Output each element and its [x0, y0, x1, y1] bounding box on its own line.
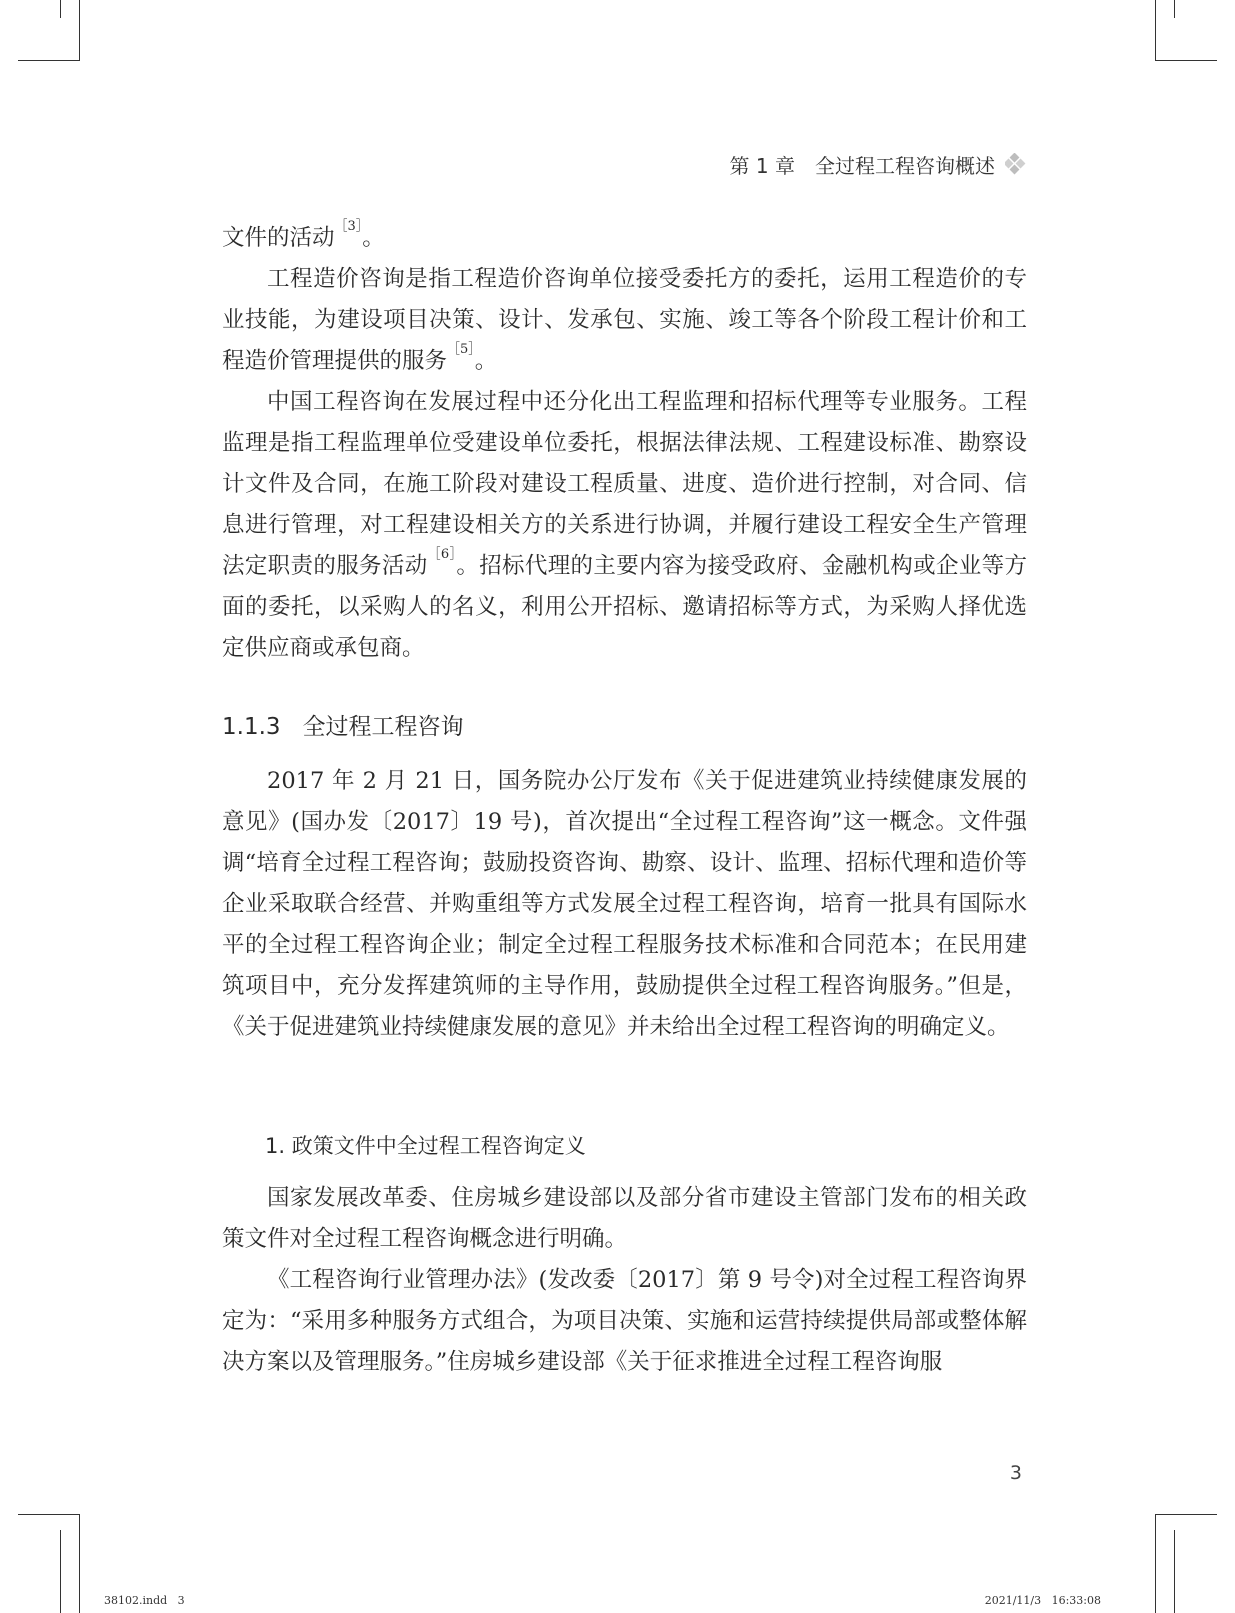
section-title: 全过程工程咨询 [302, 714, 464, 740]
crop-mark-tl-v [79, 0, 80, 60]
slug-timestamp: 2021/11/3 16:33:08 [984, 1594, 1101, 1607]
crop-mark-tl-h [18, 60, 80, 61]
paragraph: 《工程咨询行业管理办法》(发改委〔2017〕第 9 号令)对全过程工程咨询界定为：“采用多种服务方式组合，为项目决策、实施和运营持续提供局部或整体解决方案以及管理服务。”住房城乡建设部《关于征求推进全过程工程咨询服 [222, 1267, 1027, 1375]
crop-mark-br-v2 [1174, 1530, 1175, 1613]
paragraph [222, 218, 1027, 259]
paragraph-text: 工程造价咨询是指工程造价咨询单位接受委托方的委托，运用工程造价的专业技能，为建设项目决策、设计、发承包、实施、竣工等各个阶段工程计价和工程造价管理提供的服务 [222, 266, 1027, 374]
paragraph-text: 文件的活动 [222, 225, 335, 251]
paragraph: 2017 年 2 月 21 日，国务院办公厅发布《关于促进建筑业持续健康发展的意见》(国办发〔2017〕19 号)，首次提出“全过程工程咨询”这一概念。文件强调“培育全过程工程咨询；鼓励投资咨询、勘察、设计、监理、招标代理和造价等企业采取联合经营、并购重组等方式发展全过程工程咨询，培育一批具有国际水平的全过程工程咨询企业；制定全过程工程服务技术标准和合同范本；在民用建筑项目中，充分发挥建筑师的主导作用，鼓励提供全过程工程咨询服务。”但是，《关于促进建筑业持续健康发展的意见》并未给出全过程工程咨询的明确定义。 [222, 768, 1027, 1040]
crop-mark-bl-v2 [60, 1530, 61, 1613]
section-heading [222, 708, 464, 741]
citation-ref: ［5］ [447, 342, 475, 357]
diamond-ornament-icon [1005, 153, 1027, 175]
body-text-block-1 [222, 218, 1027, 669]
paragraph: 国家发展改革委、住房城乡建设部以及部分省市建设主管部门发布的相关政策文件对全过程工程咨询概念进行明确。 [222, 1185, 1027, 1252]
paragraph [222, 382, 1027, 669]
paragraph-text: 。 [474, 348, 498, 374]
slug-file: 38102.indd 3 [104, 1594, 185, 1607]
crop-mark-bl-v [79, 1514, 80, 1613]
citation-ref: ［6］ [427, 547, 457, 562]
body-text-block-2 [222, 761, 1027, 1048]
crop-mark-tr-v [1155, 0, 1156, 60]
paragraph-text: 。 [362, 225, 385, 251]
crop-mark-tr-v2 [1174, 0, 1175, 18]
header-chapter: 第 1 章 [729, 154, 795, 178]
body-text-block-3 [222, 1178, 1027, 1383]
crop-mark-br-v [1155, 1514, 1156, 1613]
paragraph-text: 中国工程咨询在发展过程中还分化出工程监理和招标代理等专业服务。工程监理是指工程监理单位受建设单位委托，根据法律法规、工程建设标准、勘察设计文件及合同，在施工阶段对建设工程质量、进度、造价进行控制，对合同、信息进行管理，对工程建设相关方的关系进行协调，并履行建设工程安全生产管理法定职责的服务活动 [222, 389, 1027, 579]
crop-mark-bl-h [18, 1514, 80, 1515]
running-header [730, 150, 995, 179]
citation-ref: ［3］ [334, 219, 363, 234]
paragraph-text: 。招标代理的主要内容为接受政府、金融机构或企业等方面的委托，以采购人的名义，利用公开招标、邀请招标等方式，为采购人择优选定供应商或承包商。 [222, 553, 1027, 661]
subsection-heading: 1. 政策文件中全过程工程咨询定义 [265, 1134, 586, 1158]
paragraph [222, 259, 1027, 382]
crop-mark-tr-h [1155, 60, 1217, 61]
section-number: 1.1.3 [222, 714, 281, 740]
crop-mark-tl-v2 [60, 0, 61, 18]
page-number: 3 [1009, 1462, 1022, 1484]
header-title: 全过程工程咨询概述 [815, 154, 995, 178]
crop-mark-br-h [1155, 1514, 1217, 1515]
